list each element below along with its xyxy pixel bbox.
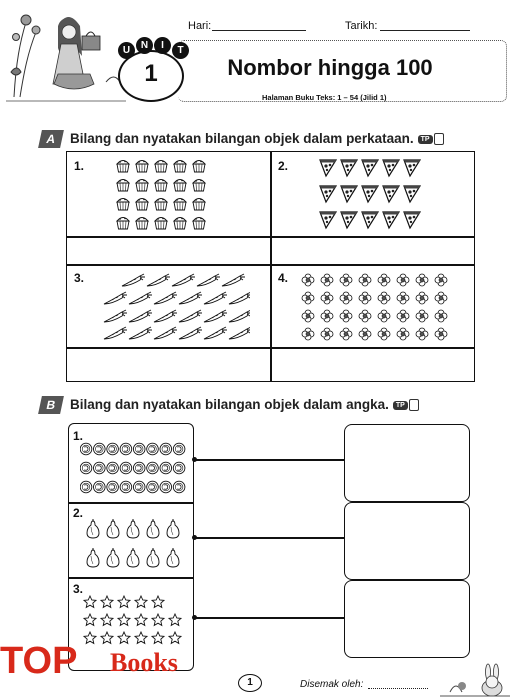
answer-field[interactable] <box>272 349 472 379</box>
watermark-books: Books <box>110 648 178 677</box>
signature-line[interactable] <box>368 688 428 689</box>
cupcake-icon <box>155 161 167 173</box>
coin-icon <box>147 481 159 493</box>
watermark-top: TOP <box>0 640 78 682</box>
flower-icon <box>435 310 447 322</box>
carrot-icon <box>104 292 127 304</box>
star-icon <box>118 596 130 607</box>
day-input-line[interactable] <box>212 30 306 31</box>
star-icon <box>118 614 130 625</box>
date-input-line[interactable] <box>380 30 470 31</box>
star-icon <box>135 596 147 607</box>
flower-icon <box>378 274 390 286</box>
tp-level-box <box>434 133 444 145</box>
coin-icon <box>173 443 185 455</box>
carrot-icon <box>154 327 177 339</box>
section-b-instruction: Bilang dan nyatakan bilangan objek dalam angka. <box>70 397 389 412</box>
pizza-slice-icon <box>404 186 420 202</box>
carrot-icon <box>204 310 227 322</box>
unit-letter: N <box>136 37 153 54</box>
pear-icon <box>167 548 179 567</box>
flower-icon <box>340 328 352 340</box>
coin-icon <box>160 462 172 474</box>
star-icon <box>169 614 181 625</box>
cupcake-icon <box>174 199 186 211</box>
cupcake-icon <box>136 180 148 192</box>
flower-icon-group <box>300 272 460 346</box>
table-divider <box>68 577 194 579</box>
page-title: Nombor hingga 100 <box>227 55 433 80</box>
coin-icon <box>133 481 145 493</box>
coin-icon <box>120 443 132 455</box>
cupcake-icon <box>193 218 205 230</box>
table-divider <box>66 264 475 266</box>
pizza-slice-icon <box>383 212 399 228</box>
flower-icon <box>321 328 333 340</box>
answer-box[interactable] <box>344 580 470 658</box>
connector-line <box>194 459 344 461</box>
coin-icon-group <box>80 441 190 499</box>
pear-icon <box>147 519 159 538</box>
answer-field[interactable] <box>272 238 472 263</box>
pizza-slice-icon <box>362 186 378 202</box>
tp-level-box <box>409 399 419 411</box>
page-number: 1 <box>238 674 262 692</box>
pear-icon <box>87 548 99 567</box>
flower-icon <box>378 328 390 340</box>
coin-icon <box>120 481 132 493</box>
flower-icon <box>435 328 447 340</box>
coin-icon <box>173 462 185 474</box>
answer-box[interactable] <box>344 424 470 502</box>
carrot-icon <box>104 310 127 322</box>
answer-field[interactable] <box>68 238 268 263</box>
unit-letter: T <box>172 42 189 59</box>
cupcake-icon <box>193 199 205 211</box>
cupcake-icon <box>174 180 186 192</box>
cupcake-icon <box>136 218 148 230</box>
date-label: Tarikh: <box>345 20 378 32</box>
coin-icon <box>160 443 172 455</box>
pizza-icon-group <box>318 156 428 236</box>
tp-badge: TP <box>418 135 433 144</box>
carrot-icon <box>122 274 145 286</box>
coin-icon <box>160 481 172 493</box>
unit-letter: U <box>118 42 135 59</box>
pizza-slice-icon <box>341 186 357 202</box>
star-icon <box>118 632 130 643</box>
pear-icon <box>107 519 119 538</box>
coin-icon <box>107 443 119 455</box>
flower-icon <box>397 292 409 304</box>
flower-icon <box>416 292 428 304</box>
carrot-icon <box>154 292 177 304</box>
carrot-icon <box>154 310 177 322</box>
carrot-icon <box>129 327 152 339</box>
tp-badge: TP <box>393 401 408 410</box>
day-label: Hari: <box>188 20 212 32</box>
cupcake-icon-group <box>114 156 214 234</box>
connector-line <box>194 617 344 619</box>
carrot-icon <box>222 274 245 286</box>
flower-icon <box>321 274 333 286</box>
flower-icon <box>302 292 314 304</box>
flower-icon <box>302 310 314 322</box>
unit-word <box>112 36 192 56</box>
flower-icon <box>416 274 428 286</box>
section-b-badge: B <box>38 396 64 414</box>
star-icon <box>101 614 113 625</box>
flower-icon <box>340 292 352 304</box>
flower-icon <box>435 292 447 304</box>
carrot-icon <box>179 292 202 304</box>
cupcake-icon <box>174 161 186 173</box>
star-icon <box>152 596 164 607</box>
carrot-icon <box>204 292 227 304</box>
star-icon <box>152 632 164 643</box>
pizza-slice-icon <box>320 212 336 228</box>
answer-box[interactable] <box>344 502 470 580</box>
girl-illustration <box>6 2 126 102</box>
carrot-icon <box>129 292 152 304</box>
pizza-slice-icon <box>341 212 357 228</box>
flower-icon <box>302 328 314 340</box>
item-number: 3. <box>74 271 85 285</box>
star-icon-group <box>82 594 192 650</box>
flower-icon <box>416 310 428 322</box>
coin-icon <box>94 443 106 455</box>
section-b-heading <box>70 397 419 412</box>
cupcake-icon <box>136 161 148 173</box>
carrot-icon <box>104 327 127 339</box>
carrot-icon <box>229 310 250 322</box>
coin-icon <box>80 462 92 474</box>
carrot-icon <box>172 274 195 286</box>
pizza-slice-icon <box>320 160 336 176</box>
star-icon <box>169 632 181 643</box>
unit-letter: I <box>154 37 171 54</box>
cupcake-icon <box>117 180 129 192</box>
table-divider <box>68 502 194 504</box>
flower-icon <box>321 310 333 322</box>
rabbit-illustration <box>440 662 510 698</box>
carrot-icon <box>179 327 202 339</box>
carrot-icon <box>229 292 250 304</box>
flower-icon <box>378 292 390 304</box>
carrot-icon <box>197 274 220 286</box>
carrot-icon-group <box>100 270 250 346</box>
item-number: 2. <box>73 506 84 520</box>
flower-icon <box>340 310 352 322</box>
star-icon <box>101 596 113 607</box>
pizza-slice-icon <box>383 160 399 176</box>
flower-icon <box>321 292 333 304</box>
flower-icon <box>359 292 371 304</box>
cupcake-icon <box>117 199 129 211</box>
carrot-icon <box>229 327 250 339</box>
flower-icon <box>435 274 447 286</box>
pear-icon <box>87 519 99 538</box>
coin-icon <box>133 443 145 455</box>
flower-icon <box>397 328 409 340</box>
star-icon <box>152 614 164 625</box>
pizza-slice-icon <box>383 186 399 202</box>
section-a-instruction: Bilang dan nyatakan bilangan objek dalam perkataan. <box>70 131 414 146</box>
flower-icon <box>397 274 409 286</box>
carrot-icon <box>179 310 202 322</box>
coin-icon <box>94 481 106 493</box>
cupcake-icon <box>193 161 205 173</box>
carrot-icon <box>147 274 170 286</box>
carrot-icon <box>129 310 152 322</box>
pizza-slice-icon <box>362 160 378 176</box>
pizza-slice-icon <box>320 186 336 202</box>
flower-icon <box>359 328 371 340</box>
star-icon <box>101 632 113 643</box>
star-icon <box>84 596 96 607</box>
flower-icon <box>359 310 371 322</box>
coin-icon <box>107 481 119 493</box>
pear-icon <box>167 519 179 538</box>
coin-icon <box>80 443 92 455</box>
pear-icon <box>147 548 159 567</box>
star-icon <box>84 632 96 643</box>
star-icon <box>84 614 96 625</box>
section-a-heading <box>70 131 444 146</box>
cupcake-icon <box>155 199 167 211</box>
item-number: 1. <box>73 429 84 443</box>
coin-icon <box>107 462 119 474</box>
cupcake-icon <box>193 180 205 192</box>
textbook-reference: Halaman Buku Teks: 1 – 54 (Jilid 1) <box>262 93 387 102</box>
coin-icon <box>147 443 159 455</box>
coin-icon <box>94 462 106 474</box>
pizza-slice-icon <box>404 212 420 228</box>
coin-icon <box>120 462 132 474</box>
flower-icon <box>416 328 428 340</box>
pizza-slice-icon <box>341 160 357 176</box>
cupcake-icon <box>117 161 129 173</box>
coin-icon <box>147 462 159 474</box>
pear-icon <box>107 548 119 567</box>
item-number: 4. <box>278 271 289 285</box>
answer-field[interactable] <box>68 349 268 379</box>
checked-by-label: Disemak oleh: <box>300 679 364 690</box>
flower-icon <box>359 274 371 286</box>
item-number: 3. <box>73 582 84 596</box>
item-number: 1. <box>74 159 85 173</box>
cupcake-icon <box>174 218 186 230</box>
connector-line <box>194 537 344 539</box>
coin-icon <box>80 481 92 493</box>
flower-icon <box>397 310 409 322</box>
coin-icon <box>173 481 185 493</box>
flower-icon <box>340 274 352 286</box>
pear-icon <box>127 519 139 538</box>
star-icon <box>135 614 147 625</box>
flower-icon <box>302 274 314 286</box>
coin-icon <box>133 462 145 474</box>
pizza-slice-icon <box>404 160 420 176</box>
cupcake-icon <box>117 218 129 230</box>
cupcake-icon <box>155 218 167 230</box>
item-number: 2. <box>278 159 289 173</box>
section-a-badge: A <box>38 130 64 148</box>
pear-icon-group <box>84 515 184 575</box>
flower-icon <box>378 310 390 322</box>
carrot-icon <box>204 327 227 339</box>
pizza-slice-icon <box>362 212 378 228</box>
star-icon <box>135 632 147 643</box>
pear-icon <box>127 548 139 567</box>
unit-number: 1 <box>144 60 158 87</box>
cupcake-icon <box>136 199 148 211</box>
cupcake-icon <box>155 180 167 192</box>
